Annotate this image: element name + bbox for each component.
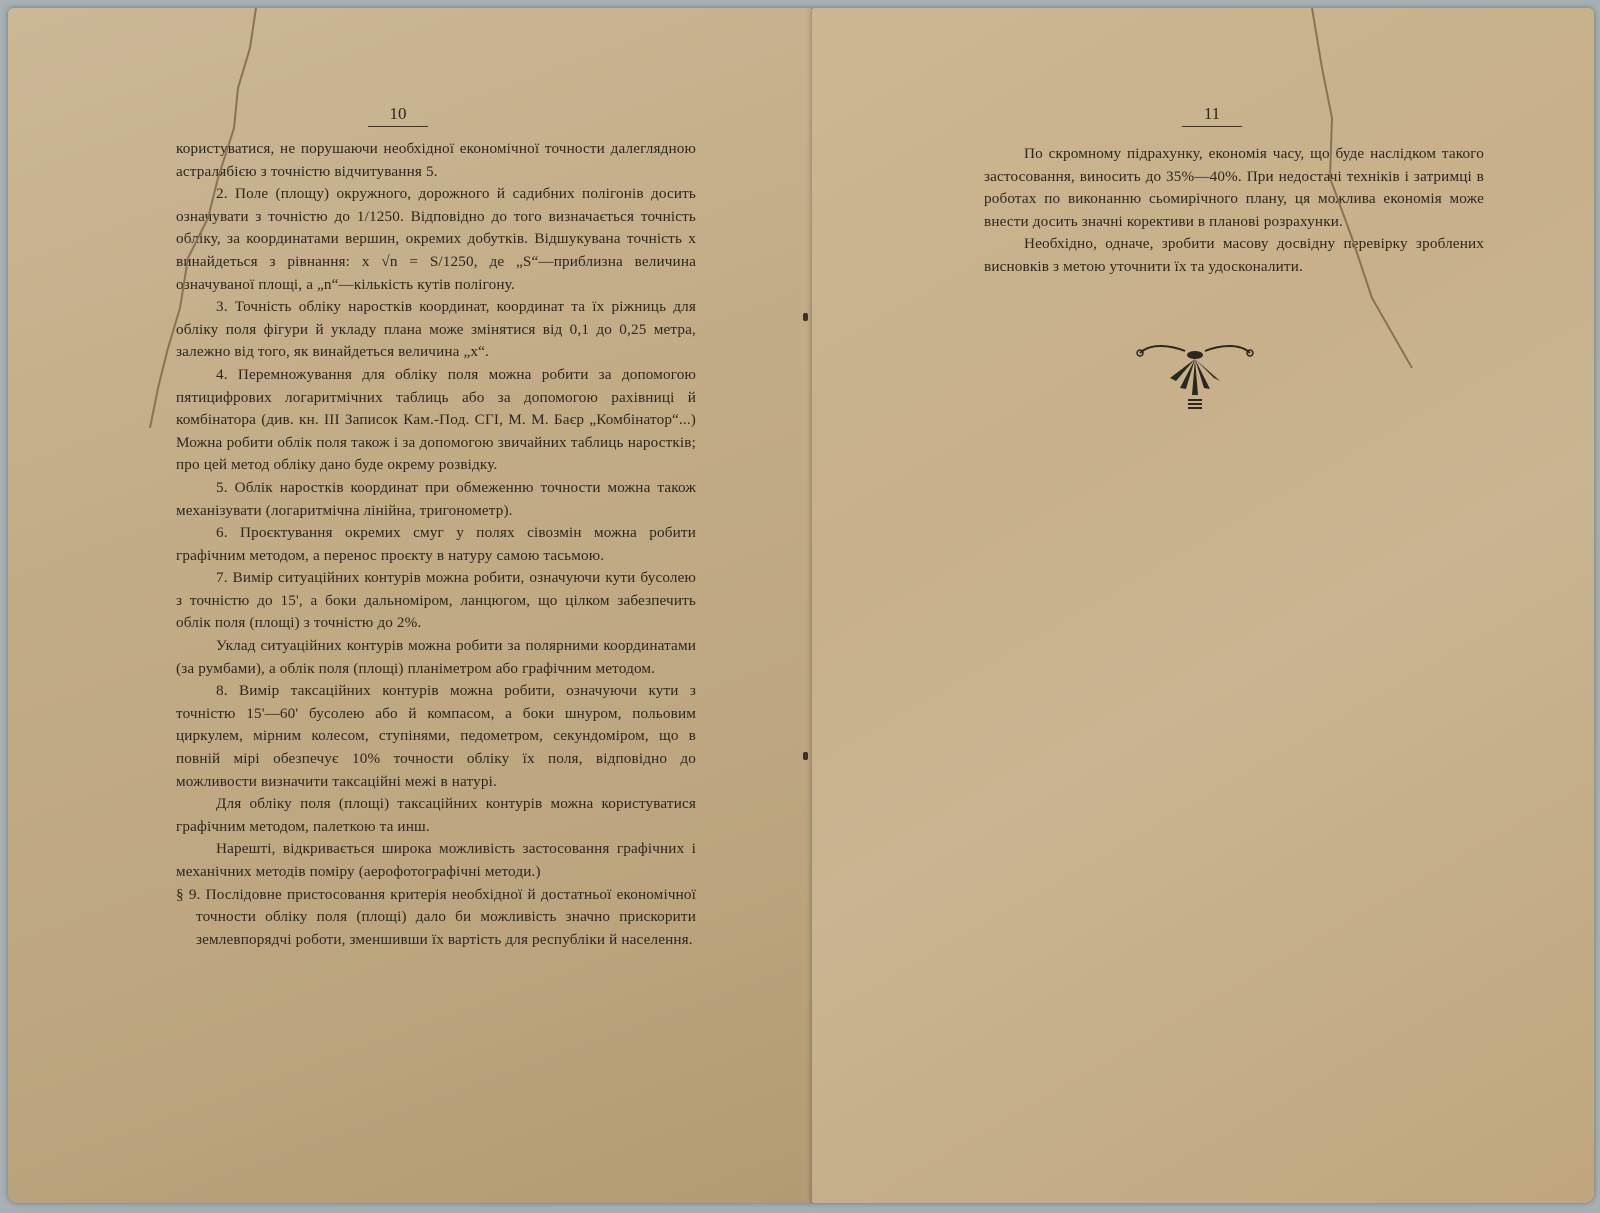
paragraph: Нарешті, відкривається широка можливість застосовання графічних і механічних методів поміру (аерофотографічні методи.) bbox=[176, 840, 696, 880]
paragraph: По скромному підрахунку, економія часу, що буде наслідком такого застосовання, виносить до 35%—40%. При недостачі техніків і затримці в роботах по виконанню сьомирічного плану, ця можлива економія може внести досить значні корективи в планові розрахунки. bbox=[984, 145, 1484, 230]
paragraph: 7. Вимір ситуаційних контурів можна робити, означуючи кути бусолею з точністю до 15', а боки дальноміром, ланцюгом, що цілком забезпечить облік поля (площі) з точністю до 2%. bbox=[176, 569, 696, 632]
page-tear-left bbox=[138, 8, 268, 428]
decorative-ornament-icon bbox=[1130, 333, 1260, 413]
binding-hole bbox=[803, 313, 808, 321]
paragraph: Необхідно, одначе, зробити масову досвідну перевірку зроблених висновків з метою уточнити їх та удосконалити. bbox=[984, 235, 1484, 275]
page-number-right: 11 bbox=[1182, 104, 1242, 127]
paragraph: користуватися, не порушаючи необхідної економічної точности далеглядною астралябією з точністю відчитування 5. bbox=[176, 140, 696, 180]
binding-hole bbox=[803, 752, 808, 760]
paragraph: 6. Проєктування окремих смуг у полях сівозмін можна робити графічним методом, а перенос проєкту в натуру самою тасьмою. bbox=[176, 524, 696, 564]
paragraph: Уклад ситуаційних контурів можна робити за полярними координатами (за румбами), а облік поля (площі) планіметром або графічним методом. bbox=[176, 637, 696, 677]
paragraph: 4. Перемножування для обліку поля можна робити за допомогою пятицифрових логаритмічних таблиць або за допомогою рахівниці й комбінатора (див. кн. III Записок Кам.-Под. СГІ, М. М. Баєр „Комбінатор“...) Можна робити облік поля також і за допомогою звичайних таблиць наростків; про цей метод обліку дано буде окрему розвідку. bbox=[176, 365, 696, 474]
paragraph: Для обліку поля (площі) таксаційних контурів можна користуватися графічним методом, палеткою та инш. bbox=[176, 795, 696, 835]
page-tear-right bbox=[1292, 8, 1432, 368]
paragraph: 5. Облік наростків координат при обмеженню точности можна також механізувати (логаритмічна лінійна, тригонометр). bbox=[176, 478, 696, 519]
page-number-left: 10 bbox=[368, 104, 428, 127]
paragraph: 8. Вимір таксаційних контурів можна робити, означуючи кути з точністю 15'—60' бусолею або й компасом, а боки шнуром, польовим циркулем, мірним колесом, ступінями, педометром, секундоміром, що в повній мірі обезпечує 10% точности обліку їх поля, відповідно до можливости визначити таксаційні межі в натурі. bbox=[176, 682, 696, 790]
paragraph-section-9: § 9. Послідовне пристосовання критерія необхідної й достатньої економічної точности обліку поля (площі) дало би можливість значно прискорити землевпорядчі роботи, зменшивши їх вартість для республіки й населення. bbox=[176, 885, 696, 948]
left-page bbox=[8, 8, 812, 1203]
right-page bbox=[812, 8, 1594, 1203]
paragraph: 3. Точність обліку наростків координат, координат та їх ріжниць для обліку поля фігури й укладу плана може змінятися від 0,1 до 0,25 метра, залежно від того, як винайдеться величина „x“. bbox=[176, 298, 696, 361]
paragraph: 2. Поле (площу) окружного, дорожного й садибних полігонів досить означувати з точністю до 1/1250. Відповідно до того визначається точність обліку, за координатами вершин, окремих добутків. Відшукувана точність x винайдеться з рівнання: x √n = S/1250, де „S“—приблизна величина означуваної площі, а „n“—кількість кутів полігону. bbox=[176, 185, 696, 293]
